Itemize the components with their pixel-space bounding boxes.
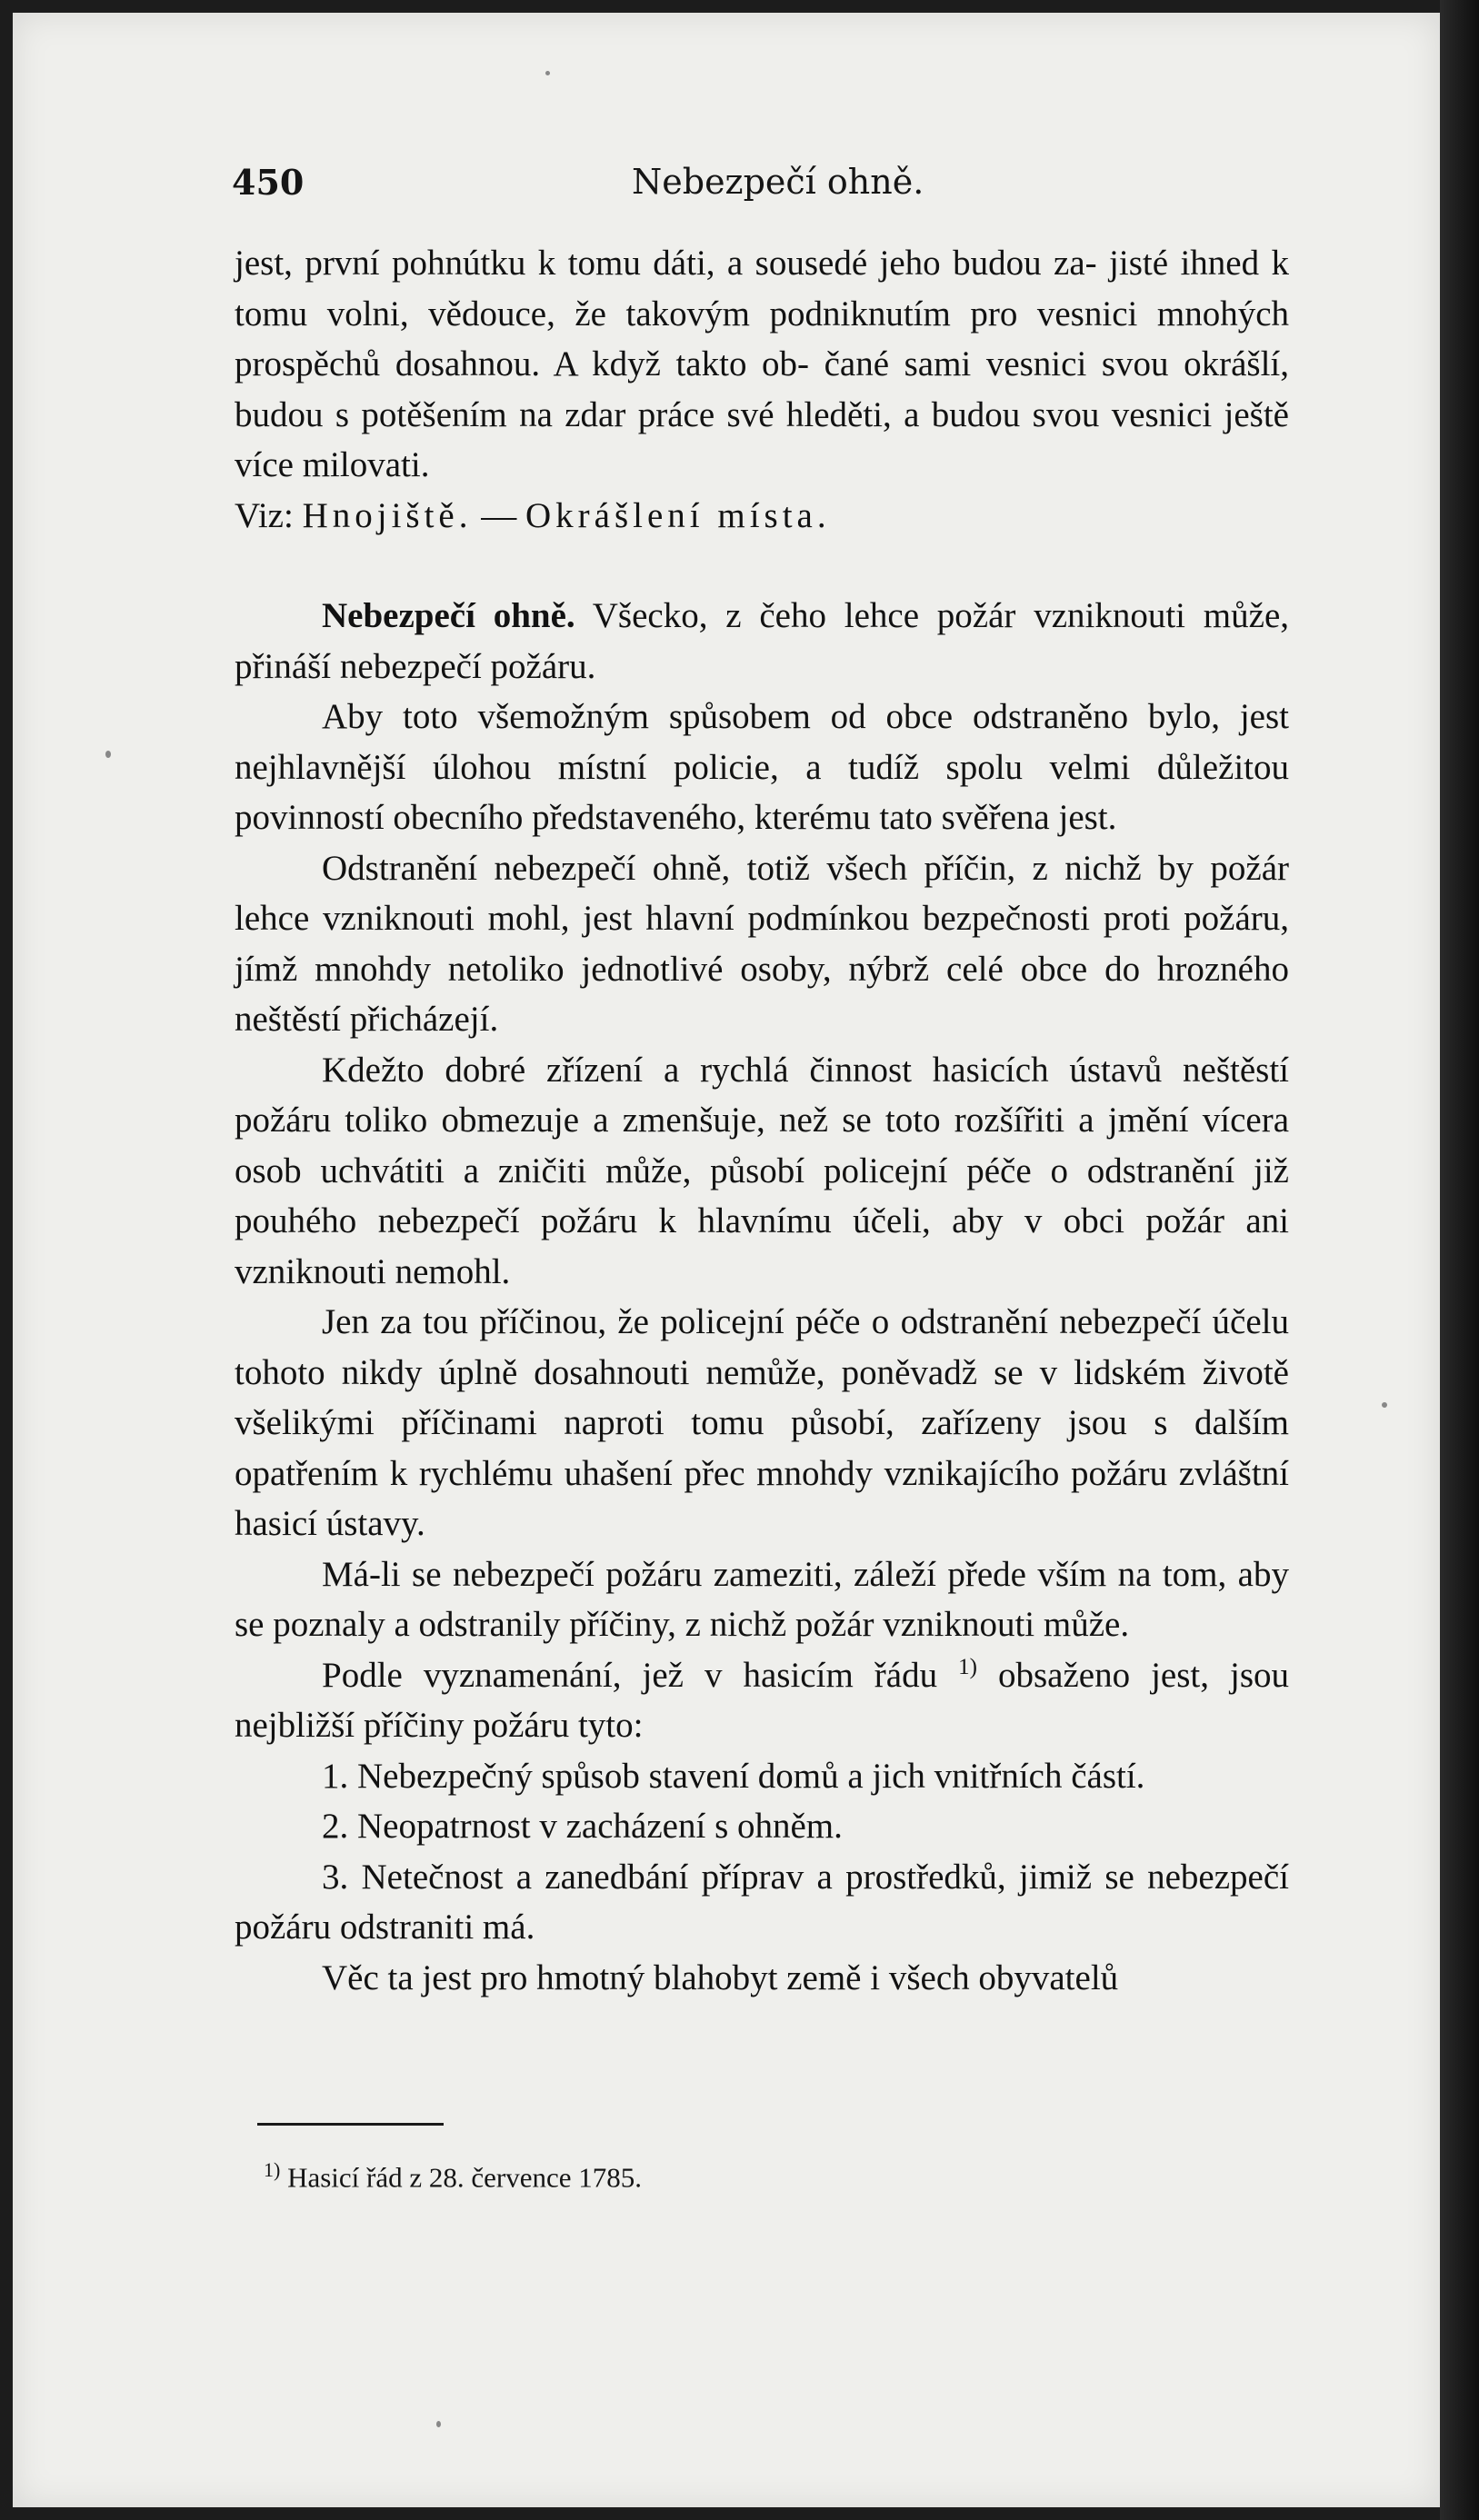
footnote-rule bbox=[257, 2123, 444, 2126]
body-text bbox=[235, 238, 1289, 2003]
paper-speck bbox=[545, 71, 550, 75]
see-also-label: Viz: bbox=[235, 495, 294, 535]
running-title: Nebezpečí ohně. bbox=[632, 162, 924, 202]
list-item: 2. Neopatrnost v zacházení s ohněm. bbox=[322, 1807, 843, 1846]
paragraph-6: Jen za tou příčinou, že policejní péče o odstranění nebezpečí účelu tohoto nikdy úplně dosahnouti nemůže, poněvadž se v lidském životě všelikými příčinami naproti tomu působí, zařízeny jsou s dalším opatřením k rychlému uhašení přec mnohdy vznikajícího požáru zvláštní hasicí ústavy. bbox=[235, 1302, 1289, 1543]
page-number: 450 bbox=[232, 162, 305, 203]
paragraph-8: Podle vyznamenání, jež v hasicím řádu $^{1)}$ obsaženo jest, jsou nejbližší příčiny požáru tyto: bbox=[235, 1654, 1290, 1745]
paper-speck bbox=[105, 751, 111, 758]
page-header bbox=[232, 162, 1295, 216]
paragraph-3: Aby toto všemožným spůsobem od obce odstraněno bylo, jest nejhlavnější úlohou místní policie, a tudíž spolu velmi důležitou povinností obecního představeného, kterému tato svěřena jest. bbox=[235, 697, 1289, 837]
scan-edge bbox=[1440, 0, 1479, 2520]
paper-speck bbox=[436, 2421, 441, 2427]
footnote-reference: 1) bbox=[958, 1654, 977, 1679]
entry-heading: Nebezpečí ohně. bbox=[322, 596, 575, 635]
cross-reference: Hnojiště. bbox=[302, 495, 473, 535]
paragraph-5: Kdežto dobré zřízení a rychlá činnost hasicích ústavů neštěstí požáru toliko obmezuje a zmenšuje, než se toto rozšířiti a jmění vícera osob uchvátiti a zničiti může, působí policejní péče o odstranění již pouhého nebezpečí požáru k hlavnímu účeli, aby v obci požár ani vzniknouti nemohl. bbox=[235, 1050, 1289, 1291]
footnote-marker: 1) bbox=[264, 2158, 281, 2181]
paragraph-1: jest, první pohnútku k tomu dáti, a sousedé jeho budou za- jisté ihned k tomu volni, vědouce, že takovým podniknutím pro vesnici mnohých prospěchů dosahnou. A když takto ob- čané sami vesnici svou okrášlí, budou s potěšením na zdar práce své hleděti, a budou svou vesnici ještě více milovati. Viz: Hnojiště. — Okrášlení místa. bbox=[235, 244, 1290, 535]
footnote-text: Hasicí řád z 28. července 1785. bbox=[287, 2161, 642, 2194]
paragraph-7: Má-li se nebezpečí požáru zameziti, záleží přede vším na tom, aby se poznaly a odstranily příčiny, z nichž požár vzniknouti může. bbox=[235, 1554, 1289, 1644]
footnote bbox=[264, 2158, 642, 2194]
list-item: 1. Nebezpečný spůsob stavení domů a jich vnitřních částí. bbox=[322, 1756, 1145, 1796]
paragraph-2: Nebezpečí ohně. Všecko, z čeho lehce požár vzniknouti může, přináší nebezpečí požáru. bbox=[235, 596, 1289, 686]
list-item: 3. Netečnost a zanedbání příprav a prostředků, jimiž se nebezpečí požáru odstraniti má. bbox=[235, 1857, 1289, 1947]
paragraph-4: Odstranění nebezpečí ohně, totiž všech příčin, z nichž by požár lehce vzniknouti mohl, jest hlavní podmínkou bezpečnosti proti požáru, jímž mnohdy netoliko jednotlivé osoby, nýbrž celé obce do hrozného neštěstí přicházejí. bbox=[235, 848, 1289, 1039]
paper-speck bbox=[1382, 1402, 1387, 1408]
paragraph-9: Věc ta jest pro hmotný blahobyt země i všech obyvatelů bbox=[322, 1957, 1119, 1997]
cross-reference: Okrášlení místa. bbox=[525, 495, 831, 535]
